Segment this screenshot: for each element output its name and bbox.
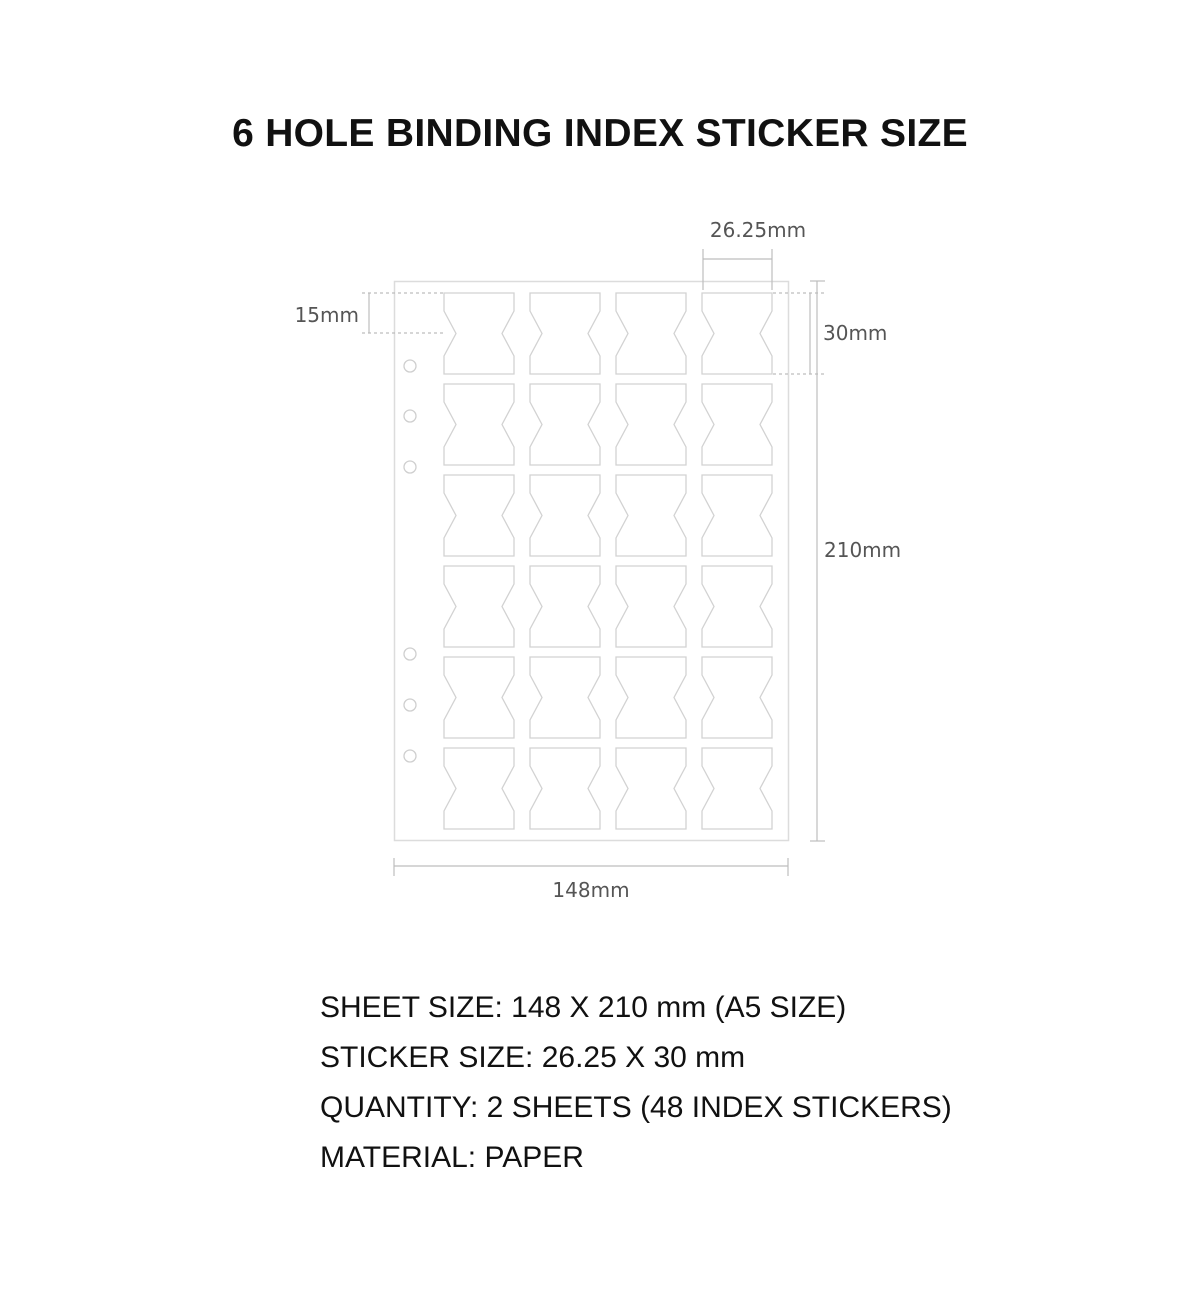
binding-hole <box>404 699 416 711</box>
index-sticker <box>702 748 772 829</box>
index-sticker <box>530 475 600 556</box>
tab-height-label: 15mm <box>294 303 359 327</box>
index-sticker <box>616 293 686 374</box>
index-sticker <box>530 384 600 465</box>
index-sticker <box>530 657 600 738</box>
index-sticker <box>702 384 772 465</box>
binding-hole <box>404 410 416 422</box>
sheet-width-dimension <box>394 858 788 876</box>
index-sticker <box>702 657 772 738</box>
index-sticker <box>444 384 514 465</box>
sheet-height-label: 210mm <box>824 538 902 562</box>
sheet-height-dimension <box>810 281 825 841</box>
index-sticker <box>444 475 514 556</box>
spec-quantity: QUANTITY: 2 SHEETS (48 INDEX STICKERS) <box>320 1091 952 1124</box>
binding-holes <box>404 360 416 762</box>
sticker-grid <box>444 293 772 829</box>
index-sticker <box>444 657 514 738</box>
sticker-width-label: 26.25mm <box>709 218 807 242</box>
binding-hole <box>404 648 416 660</box>
sticker-height-label: 30mm <box>823 321 888 345</box>
sheet-width-label: 148mm <box>552 878 630 902</box>
index-sticker <box>444 748 514 829</box>
spec-sticker-size: STICKER SIZE: 26.25 X 30 mm <box>320 1041 746 1074</box>
binding-hole <box>404 750 416 762</box>
index-sticker <box>530 566 600 647</box>
binding-hole <box>404 360 416 372</box>
index-sticker <box>616 748 686 829</box>
index-sticker <box>530 293 600 374</box>
index-sticker <box>616 566 686 647</box>
spec-sheet-size: SHEET SIZE: 148 X 210 mm (A5 SIZE) <box>320 991 847 1024</box>
index-sticker <box>616 657 686 738</box>
page-title: 6 HOLE BINDING INDEX STICKER SIZE <box>232 112 968 155</box>
index-sticker <box>702 293 772 374</box>
sticker-height-dimension <box>773 293 826 374</box>
spec-material: MATERIAL: PAPER <box>320 1141 584 1174</box>
spec-list <box>320 985 952 1185</box>
index-sticker <box>616 475 686 556</box>
sheet-outline <box>395 282 789 841</box>
index-sticker <box>702 566 772 647</box>
index-sticker <box>530 748 600 829</box>
index-sticker <box>702 475 772 556</box>
index-sticker <box>444 293 514 374</box>
index-sticker <box>616 384 686 465</box>
sticker-width-dimension <box>703 249 772 290</box>
binding-hole <box>404 461 416 473</box>
tab-height-dimension <box>362 293 443 333</box>
index-sticker <box>444 566 514 647</box>
